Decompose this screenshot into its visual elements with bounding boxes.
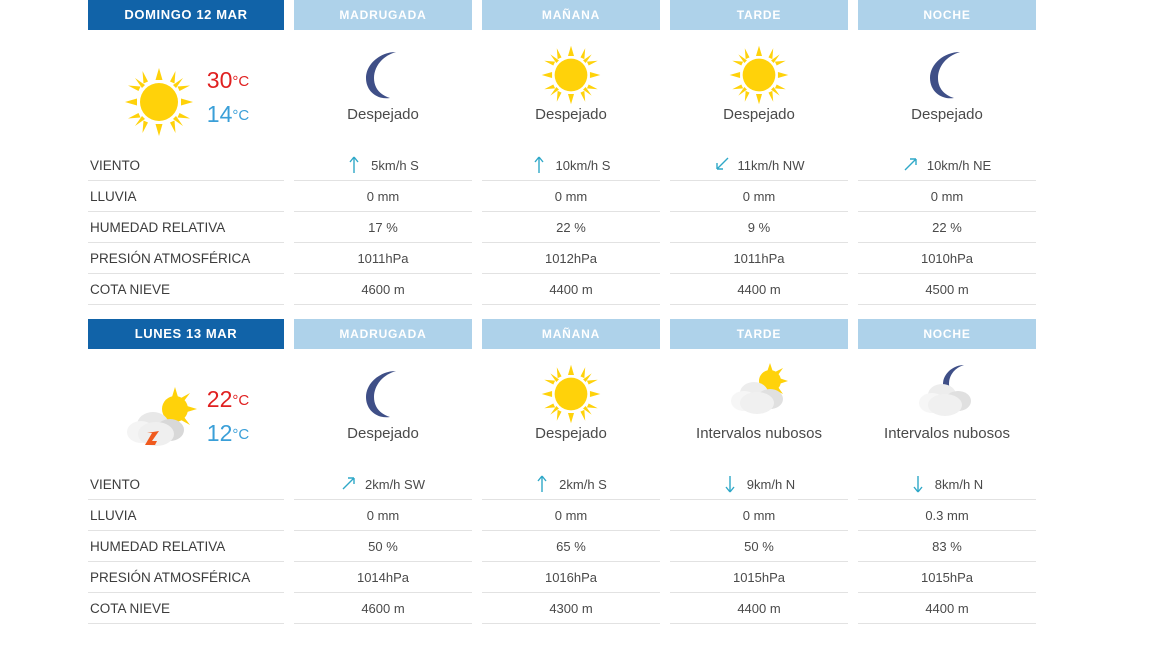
period-summary-manana	[482, 349, 660, 469]
sky-label: Despejado	[911, 106, 983, 123]
metric-label: LLUVIA	[88, 500, 284, 531]
sun-icon	[123, 66, 195, 128]
pressure-value: 1010hPa	[858, 243, 1036, 274]
row-cota-nieve	[0, 274, 1152, 305]
sky-label: Despejado	[723, 106, 795, 123]
period-header-noche[interactable]: NOCHE	[858, 0, 1036, 30]
rain-value: 0.3 mm	[858, 500, 1036, 531]
arrow-down-left-icon	[714, 156, 728, 174]
wind-value	[670, 469, 848, 500]
row-viento	[0, 469, 1152, 500]
temp-max: $22^{^\circ C}$	[206, 386, 250, 412]
sun-cloud-icon	[728, 363, 790, 419]
humidity-value: 17 %	[294, 212, 472, 243]
arrow-down-icon	[723, 475, 737, 493]
row-lluvia	[0, 500, 1152, 531]
day-block-0	[0, 0, 1152, 305]
rain-value: 0 mm	[858, 181, 1036, 212]
day-block-1	[0, 319, 1152, 624]
humidity-value: 9 %	[670, 212, 848, 243]
pressure-value: 1015hPa	[670, 562, 848, 593]
temp-max: $30^{^\circ C}$	[206, 67, 250, 93]
sky-label: Despejado	[347, 106, 419, 123]
period-summary-madrugada	[294, 30, 472, 150]
snow-level-value: 4500 m	[858, 274, 1036, 305]
rain-value: 0 mm	[294, 500, 472, 531]
row-lluvia	[0, 181, 1152, 212]
humidity-value: 50 %	[670, 531, 848, 562]
temp-min: $12^{^\circ C}$	[206, 420, 250, 446]
wind-value	[482, 469, 660, 500]
metric-label: COTA NIEVE	[88, 593, 284, 624]
wind-text: 9km/h N	[746, 476, 796, 492]
wind-text: 5km/h S	[371, 157, 419, 173]
sun-icon	[540, 363, 602, 419]
period-header-madrugada[interactable]: MADRUGADA	[294, 0, 472, 30]
moon-icon	[916, 44, 978, 100]
sky-label: Intervalos nubosos	[696, 425, 822, 442]
wind-text: 2km/h S	[559, 476, 607, 492]
wind-text: 2km/h SW	[365, 476, 425, 492]
day-header[interactable]: LUNES 13 MAR	[88, 319, 284, 349]
arrow-down-icon	[911, 475, 925, 493]
summary-row-day-0	[0, 30, 1152, 150]
day-summary	[88, 30, 284, 150]
metric-label: HUMEDAD RELATIVA	[88, 212, 284, 243]
sun-icon	[728, 44, 790, 100]
period-summary-tarde	[670, 30, 848, 150]
arrow-up-right-icon	[903, 156, 917, 174]
rain-value: 0 mm	[482, 500, 660, 531]
row-viento	[0, 150, 1152, 181]
period-summary-tarde	[670, 349, 848, 469]
sun-cloud-storm-icon	[123, 385, 195, 447]
period-summary-noche	[858, 349, 1036, 469]
wind-value	[294, 469, 472, 500]
wind-value	[858, 469, 1036, 500]
wind-text: 11km/h NW	[737, 157, 805, 173]
wind-value	[294, 150, 472, 181]
snow-level-value: 4300 m	[482, 593, 660, 624]
snow-level-value: 4400 m	[670, 593, 848, 624]
sky-label: Despejado	[535, 425, 607, 442]
sky-label: Intervalos nubosos	[884, 425, 1010, 442]
rain-value: 0 mm	[294, 181, 472, 212]
humidity-value: 65 %	[482, 531, 660, 562]
metric-label: VIENTO	[88, 150, 284, 181]
row-cota-nieve	[0, 593, 1152, 624]
wind-text: 8km/h N	[934, 476, 984, 492]
row-humedad	[0, 212, 1152, 243]
block-spacer	[0, 305, 1152, 319]
pressure-value: 1012hPa	[482, 243, 660, 274]
pressure-value: 1014hPa	[294, 562, 472, 593]
rain-value: 0 mm	[482, 181, 660, 212]
period-header-manana[interactable]: MAÑANA	[482, 319, 660, 349]
pressure-value: 1011hPa	[670, 243, 848, 274]
row-presion	[0, 243, 1152, 274]
humidity-value: 22 %	[482, 212, 660, 243]
header-row-day-1	[0, 319, 1152, 349]
row-humedad	[0, 531, 1152, 562]
metric-label: HUMEDAD RELATIVA	[88, 531, 284, 562]
wind-text: 10km/h S	[555, 157, 611, 173]
rain-value: 0 mm	[670, 500, 848, 531]
temp-min: $14^{^\circ C}$	[206, 101, 250, 127]
metric-label: PRESIÓN ATMOSFÉRICA	[88, 243, 284, 274]
arrow-up-icon	[535, 475, 549, 493]
temperature-range	[207, 63, 249, 131]
period-header-tarde[interactable]: TARDE	[670, 0, 848, 30]
wind-text: 10km/h NE	[926, 157, 992, 173]
metric-label: COTA NIEVE	[88, 274, 284, 305]
sky-label: Despejado	[535, 106, 607, 123]
humidity-value: 50 %	[294, 531, 472, 562]
snow-level-value: 4600 m	[294, 593, 472, 624]
period-header-manana[interactable]: MAÑANA	[482, 0, 660, 30]
period-header-madrugada[interactable]: MADRUGADA	[294, 319, 472, 349]
row-presion	[0, 562, 1152, 593]
moon-icon	[352, 44, 414, 100]
period-header-tarde[interactable]: TARDE	[670, 319, 848, 349]
sky-label: Despejado	[347, 425, 419, 442]
wind-value	[670, 150, 848, 181]
snow-level-value: 4400 m	[858, 593, 1036, 624]
header-row-day-0	[0, 0, 1152, 30]
wind-value	[858, 150, 1036, 181]
moon-icon	[352, 363, 414, 419]
arrow-up-right-icon	[341, 475, 355, 493]
snow-level-value: 4600 m	[294, 274, 472, 305]
rain-value: 0 mm	[670, 181, 848, 212]
sun-icon	[540, 44, 602, 100]
moon-cloud-icon	[916, 363, 978, 419]
period-header-noche[interactable]: NOCHE	[858, 319, 1036, 349]
metric-label: PRESIÓN ATMOSFÉRICA	[88, 562, 284, 593]
wind-value	[482, 150, 660, 181]
day-header[interactable]: DOMINGO 12 MAR	[88, 0, 284, 30]
pressure-value: 1016hPa	[482, 562, 660, 593]
humidity-value: 83 %	[858, 531, 1036, 562]
period-summary-madrugada	[294, 349, 472, 469]
period-summary-manana	[482, 30, 660, 150]
period-summary-noche	[858, 30, 1036, 150]
metric-label: VIENTO	[88, 469, 284, 500]
arrow-up-icon	[532, 156, 546, 174]
humidity-value: 22 %	[858, 212, 1036, 243]
snow-level-value: 4400 m	[670, 274, 848, 305]
metric-label: LLUVIA	[88, 181, 284, 212]
arrow-up-icon	[347, 156, 361, 174]
summary-row-day-1	[0, 349, 1152, 469]
pressure-value: 1015hPa	[858, 562, 1036, 593]
temperature-range	[207, 382, 249, 450]
day-summary	[88, 349, 284, 469]
pressure-value: 1011hPa	[294, 243, 472, 274]
snow-level-value: 4400 m	[482, 274, 660, 305]
